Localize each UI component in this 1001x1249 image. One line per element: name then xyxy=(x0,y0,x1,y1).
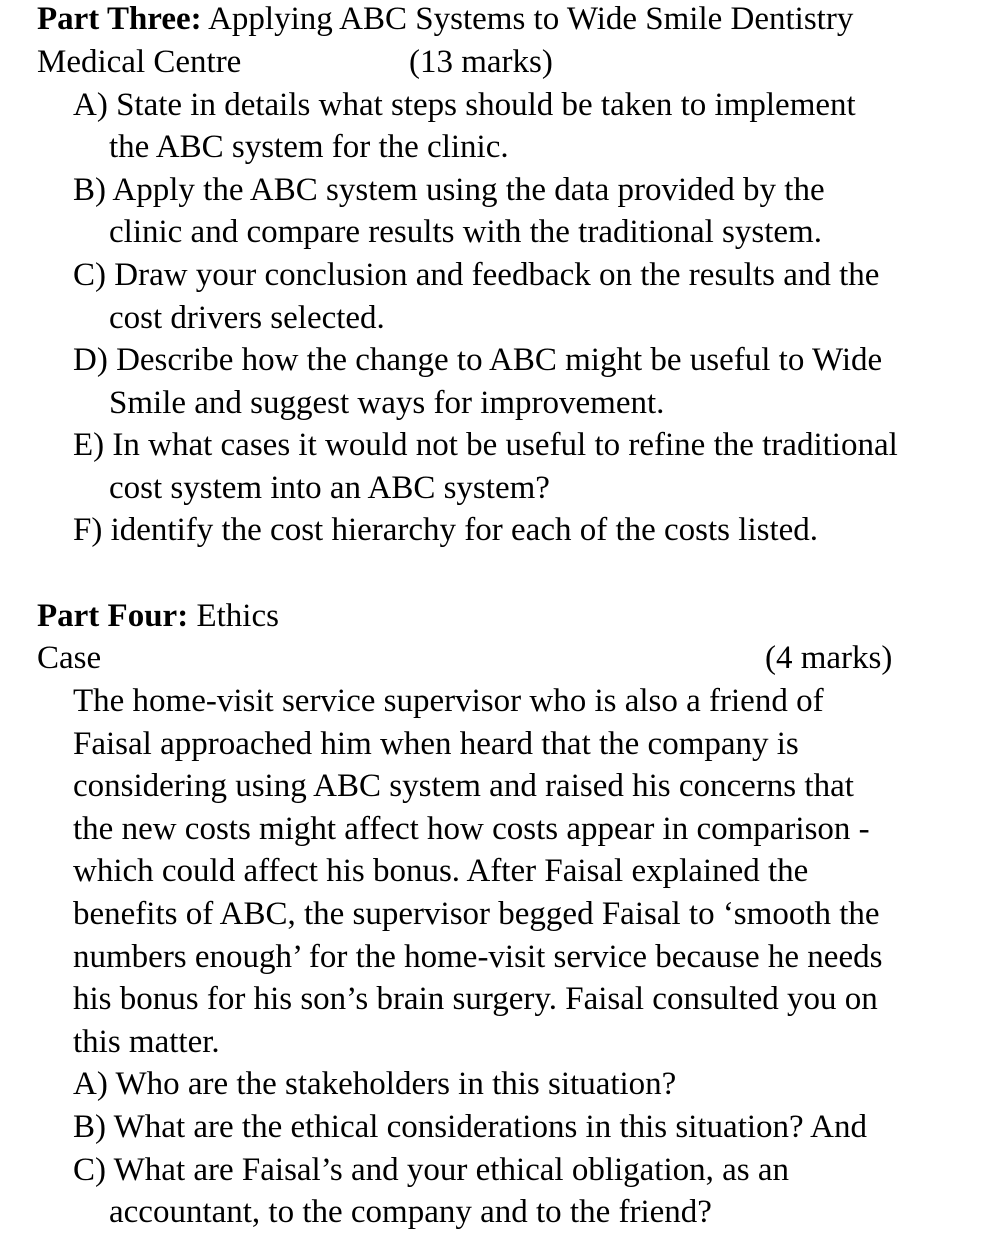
part-four-question-b: B) What are the ethical considerations in this situation? And xyxy=(73,1109,867,1145)
part-three-heading xyxy=(37,0,853,40)
part-three-marks: (13 marks) xyxy=(409,44,553,80)
part-three-item-d-line2: Smile and suggest ways for improvement. xyxy=(109,385,665,421)
case-line: benefits of ABC, the supervisor begged Faisal to ‘smooth the xyxy=(73,896,880,932)
part-three-heading-bold: Part Three: xyxy=(37,1,202,37)
case-line: this matter. xyxy=(73,1024,220,1060)
part-three-heading-line2: Medical Centre xyxy=(37,44,242,80)
part-three-item-a-line2: the ABC system for the clinic. xyxy=(109,129,509,165)
part-four-marks: (4 marks) xyxy=(765,640,893,676)
case-line: considering using ABC system and raised his concerns that xyxy=(73,768,854,804)
part-four-question-c-line2: accountant, to the company and to the friend? xyxy=(109,1194,712,1230)
case-line: Faisal approached him when heard that the company is xyxy=(73,726,799,762)
part-four-question-a: A) Who are the stakeholders in this situation? xyxy=(73,1066,677,1102)
part-three-item-a-line1: A) State in details what steps should be taken to implement xyxy=(73,87,856,123)
part-four-case-label: Case xyxy=(37,640,102,676)
part-three-item-f-line1: F) identify the cost hierarchy for each of the costs listed. xyxy=(73,512,819,548)
part-three-item-c-line1: C) Draw your conclusion and feedback on the results and the xyxy=(73,257,880,293)
case-line: the new costs might affect how costs appear in comparison - xyxy=(73,811,870,847)
part-three-heading-title: Applying ABC Systems to Wide Smile Dentistry xyxy=(201,1,854,37)
case-line: his bonus for his son’s brain surgery. Faisal consulted you on xyxy=(73,981,878,1017)
part-three-item-b-line1: B) Apply the ABC system using the data provided by the xyxy=(73,172,825,208)
part-four-heading xyxy=(37,595,279,637)
case-line: which could affect his bonus. After Faisal explained the xyxy=(73,853,809,889)
part-four-heading-title: Ethics xyxy=(188,598,279,634)
part-three-item-c-line2: cost drivers selected. xyxy=(109,300,385,336)
part-three-item-b-line2: clinic and compare results with the traditional system. xyxy=(109,214,822,250)
part-three-item-e-line2: cost system into an ABC system? xyxy=(109,470,550,506)
case-line: The home-visit service supervisor who is also a friend of xyxy=(73,683,824,719)
part-three-item-e-line1: E) In what cases it would not be useful to refine the traditional xyxy=(73,427,898,463)
part-four-heading-bold: Part Four: xyxy=(37,598,189,634)
part-three-item-d-line1: D) Describe how the change to ABC might be useful to Wide xyxy=(73,342,883,378)
part-four-question-c-line1: C) What are Faisal’s and your ethical obligation, as an xyxy=(73,1152,790,1188)
case-line: numbers enough’ for the home-visit service because he needs xyxy=(73,939,883,975)
